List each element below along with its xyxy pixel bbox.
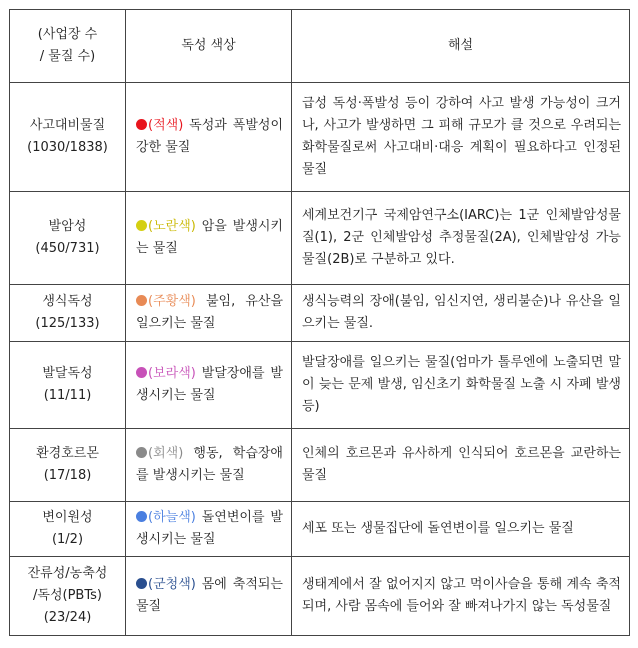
table-row bbox=[10, 429, 630, 502]
description-cell: 발달장애를 일으키는 물질(엄마가 톨루엔에 노출되면 말이 늦는 문제 발생, 임신초기 화학물질 노출 시 자폐 발생 등) bbox=[292, 342, 630, 429]
color-name: (노란색) bbox=[148, 219, 196, 234]
color-name: (군청색) bbox=[148, 577, 196, 592]
color-cell bbox=[126, 285, 292, 342]
description-cell: 생태계에서 잘 없어지지 않고 먹이사슬을 통해 계속 축적되며, 사람 몸속에 들어와 잘 빠져나가지 않는 독성물질 bbox=[292, 557, 630, 636]
color-dot-icon bbox=[136, 367, 147, 378]
category-name: 생식독성 bbox=[42, 294, 93, 309]
category-counts: (125/133) bbox=[35, 316, 100, 331]
color-label: 암을 발생시키는 물질 bbox=[136, 219, 283, 256]
toxicity-table bbox=[9, 9, 630, 636]
color-label: 발달장애를 발생시키는 물질 bbox=[136, 366, 283, 403]
table-row bbox=[10, 192, 630, 285]
category-cell bbox=[10, 429, 126, 502]
header-category-line1: (사업장 수 bbox=[37, 27, 98, 42]
color-cell bbox=[126, 192, 292, 285]
table-row bbox=[10, 557, 630, 636]
color-label: 독성과 폭발성이 강한 물질 bbox=[136, 118, 283, 155]
category-name: 변이원성 bbox=[42, 510, 93, 525]
description-cell: 세포 또는 생물집단에 돌연변이를 일으키는 물질 bbox=[292, 502, 630, 557]
color-dot-icon bbox=[136, 447, 147, 458]
category-name-2: /독성(PBTs) bbox=[33, 588, 102, 603]
color-dot-icon bbox=[136, 295, 147, 306]
color-dot-icon bbox=[136, 119, 147, 130]
category-counts: (11/11) bbox=[43, 388, 92, 403]
color-name: (적색) bbox=[148, 118, 184, 133]
color-dot-icon bbox=[136, 220, 147, 231]
color-cell bbox=[126, 429, 292, 502]
description-cell: 생식능력의 장애(불임, 임신지연, 생리불순)나 유산을 일으키는 물질. bbox=[292, 285, 630, 342]
color-dot-icon bbox=[136, 578, 147, 589]
table-row bbox=[10, 502, 630, 557]
color-cell bbox=[126, 502, 292, 557]
header-row bbox=[10, 10, 630, 83]
color-name: (보라색) bbox=[148, 366, 196, 381]
category-cell bbox=[10, 192, 126, 285]
category-counts: (23/24) bbox=[43, 610, 92, 625]
table-row bbox=[10, 83, 630, 192]
color-name: (회색) bbox=[148, 446, 184, 461]
header-color: 독성 색상 bbox=[126, 10, 292, 83]
category-name: 사고대비물질 bbox=[29, 118, 106, 133]
header-description: 해설 bbox=[292, 10, 630, 83]
category-name: 발암성 bbox=[48, 219, 87, 234]
description-cell: 인체의 호르몬과 유사하게 인식되어 호르몬을 교란하는 물질 bbox=[292, 429, 630, 502]
color-label: 행동, 학습장애를 발생시키는 물질 bbox=[136, 446, 283, 483]
category-counts: (1/2) bbox=[51, 532, 84, 547]
description-cell: 세계보건기구 국제암연구소(IARC)는 1군 인체발암성물질(1), 2군 인체발암성 추정물질(2A), 인체발암성 가능물질(2B)로 구분하고 있다. bbox=[292, 192, 630, 285]
color-cell bbox=[126, 83, 292, 192]
category-counts: (17/18) bbox=[43, 468, 92, 483]
color-cell bbox=[126, 557, 292, 636]
description-cell: 급성 독성·폭발성 등이 강하여 사고 발생 가능성이 크거나, 사고가 발생하면 그 피해 규모가 클 것으로 우려되는 화학물질로써 사고대비·대응 계획이 필요하다고 인정된 물질 bbox=[292, 83, 630, 192]
color-cell bbox=[126, 342, 292, 429]
category-cell bbox=[10, 83, 126, 192]
category-counts: (1030/1838) bbox=[27, 140, 108, 155]
header-category-line2: / 물질 수) bbox=[39, 49, 96, 64]
color-name: (주황색) bbox=[148, 294, 196, 309]
category-name: 발달독성 bbox=[42, 366, 93, 381]
category-cell bbox=[10, 342, 126, 429]
category-counts: (450/731) bbox=[35, 241, 100, 256]
color-dot-icon bbox=[136, 511, 147, 522]
category-name: 환경호르몬 bbox=[36, 446, 99, 461]
table-row bbox=[10, 342, 630, 429]
color-label: 몸에 축적되는 물질 bbox=[136, 577, 283, 614]
table-row bbox=[10, 285, 630, 342]
category-cell bbox=[10, 502, 126, 557]
category-cell bbox=[10, 285, 126, 342]
category-name: 잔류성/농축성 bbox=[27, 566, 108, 581]
color-label: 돌연변이를 발생시키는 물질 bbox=[136, 510, 283, 547]
category-cell bbox=[10, 557, 126, 636]
color-name: (하늘색) bbox=[148, 510, 196, 525]
color-label: 불임, 유산을 일으키는 물질 bbox=[136, 294, 283, 331]
header-category bbox=[10, 10, 126, 83]
